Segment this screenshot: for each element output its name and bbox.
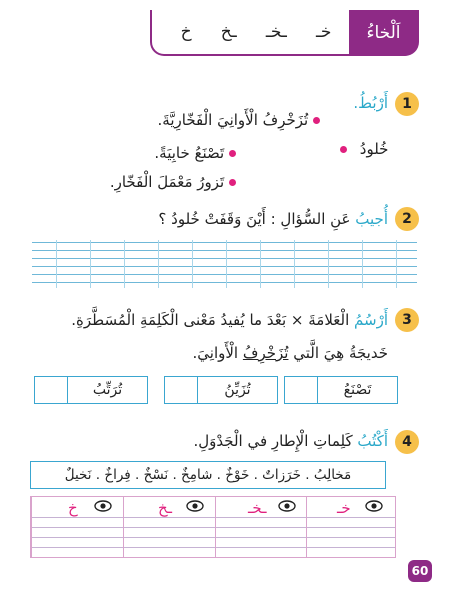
bullet-icon: [340, 146, 347, 153]
option-text: تَصْنَعُ خابِيَةً.: [154, 144, 225, 162]
choice-word: تُزَيِّنُ: [198, 376, 278, 404]
eye-icon: [278, 500, 296, 512]
exercise-number: 1: [395, 92, 419, 116]
column-letter: ـخـ: [248, 499, 267, 517]
choice-group: [164, 376, 278, 404]
letter-forms: [166, 10, 346, 54]
choice-group: [284, 376, 398, 404]
option-text: تَزورُ مَعْمَلَ الْفَخّارِ.: [109, 173, 225, 191]
exercise-number: 3: [395, 308, 419, 332]
sorting-table[interactable]: [30, 496, 396, 558]
column-letter: ـخ: [158, 499, 173, 517]
letter-form: خـ: [315, 22, 332, 42]
writing-lines[interactable]: [32, 240, 417, 288]
letter-form: ـخـ: [265, 22, 287, 42]
exercise-instruction: أَرْبُطُ.: [353, 94, 388, 112]
exercise-instruction: [158, 210, 388, 228]
table-column[interactable]: [306, 497, 395, 557]
lesson-header: [150, 10, 418, 56]
table-column[interactable]: [215, 497, 306, 557]
match-name[interactable]: [340, 140, 388, 158]
underlined-word: تُزَخْرِفُ: [242, 344, 289, 362]
instruction-verb: أَرْسُمُ: [354, 311, 388, 329]
answer-box[interactable]: [164, 376, 198, 404]
answer-box[interactable]: [34, 376, 68, 404]
bullet-icon: [313, 117, 320, 124]
column-letter: خـ: [337, 499, 351, 517]
letter-form: خ: [180, 22, 192, 42]
sentence-part: خَديجَةُ هِيَ الَّتي: [293, 344, 388, 362]
option-text: تُزَخْرِفُ الْأَوانِيَ الْفَخّارِيَّةَ.: [157, 111, 309, 129]
exercise-number: 4: [395, 430, 419, 454]
exercise-instruction: [194, 432, 389, 450]
page-number: 60: [408, 560, 432, 582]
instruction-text: الْعَلامَةَ × بَعْدَ ما يُفيدُ مَعْنى الْكَلِمَةِ الْمُسَطَّرَةِ.: [71, 311, 350, 329]
choice-group: [34, 376, 148, 404]
letter-form: ـخ: [220, 22, 237, 42]
eye-icon: [365, 500, 383, 512]
column-letter: خ: [68, 499, 78, 517]
word-bank: مَخالِبُ . خَرَزاتٌ . خَوْخٌ . شامِخٌ . نَسْخٌ . فِراخٌ . نَخيلٌ: [30, 461, 386, 489]
question-text: عَنِ السُّؤالِ : أَيْنَ وَقَفَتْ خُلودُ ؟: [158, 210, 351, 228]
bullet-icon: [229, 179, 236, 186]
answer-box[interactable]: [284, 376, 318, 404]
eye-icon: [186, 500, 204, 512]
eye-icon: [94, 500, 112, 512]
sentence-part: الْأَوانِيَ.: [192, 344, 239, 362]
table-column[interactable]: [31, 497, 123, 557]
name-text: خُلودُ: [359, 140, 389, 158]
exercise-instruction: [71, 311, 388, 329]
match-option[interactable]: [154, 144, 236, 162]
instruction-text: كَلِماتِ الْإِطارِ في الْجَدْوَلِ.: [193, 432, 353, 450]
example-sentence: [193, 344, 388, 362]
choice-word: تُرَتِّبُ: [68, 376, 148, 404]
exercise-number: 2: [395, 207, 419, 231]
bullet-icon: [229, 150, 236, 157]
choice-word: تَصْنَعُ: [318, 376, 398, 404]
instruction-verb: أُجيبُ: [355, 210, 388, 228]
match-option[interactable]: [158, 111, 320, 129]
instruction-verb: أَكْتُبُ: [357, 432, 388, 450]
lesson-title: اَلْخاءُ: [349, 10, 419, 56]
table-column[interactable]: [123, 497, 215, 557]
match-option[interactable]: [110, 173, 236, 191]
